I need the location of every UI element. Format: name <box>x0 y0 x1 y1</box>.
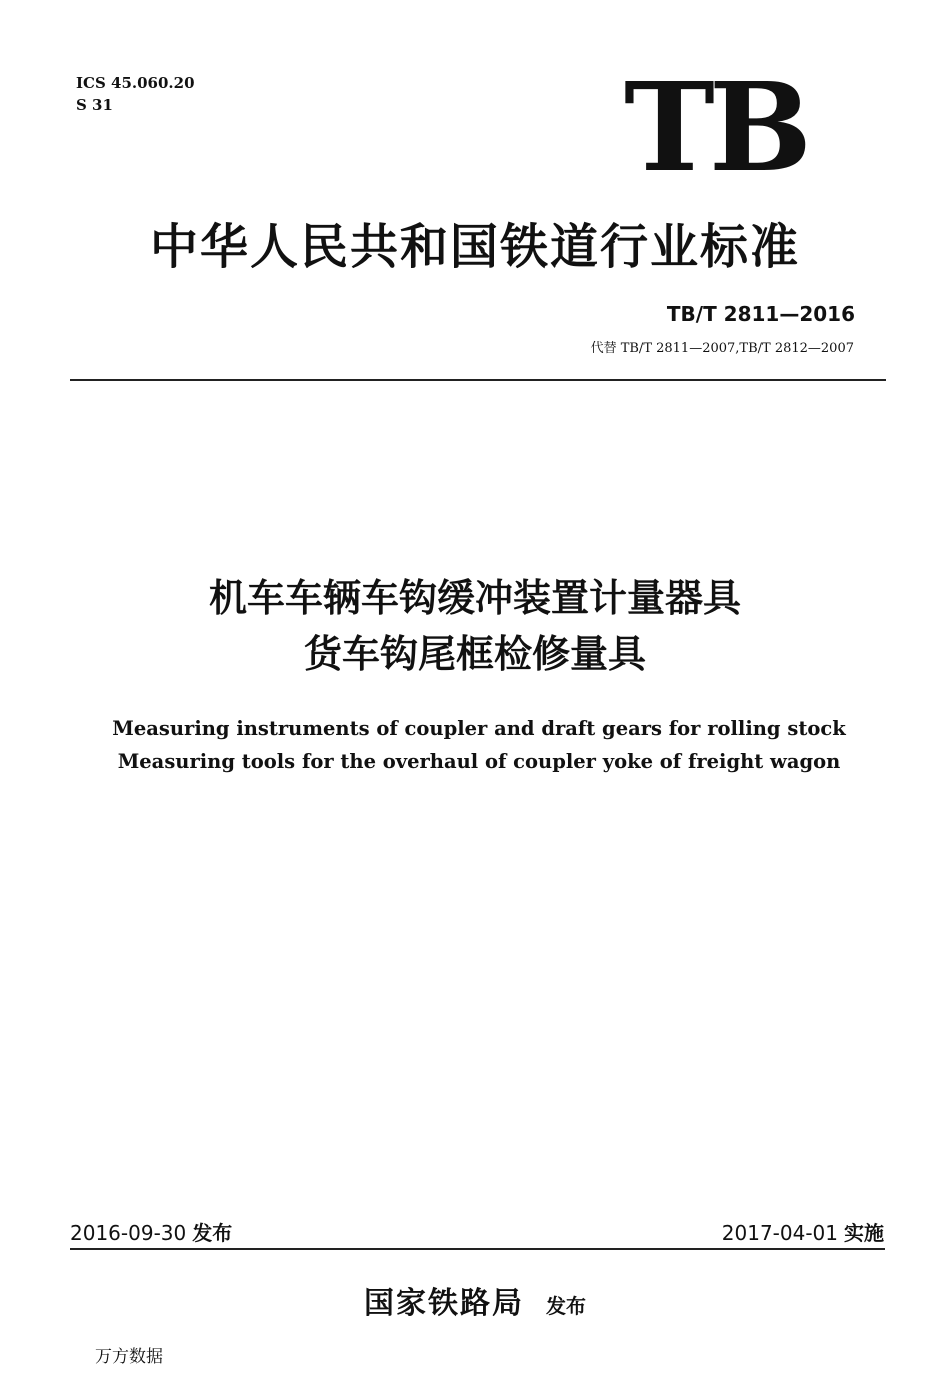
issue-label: 发布 <box>192 1221 233 1245</box>
bottom-divider <box>70 1248 885 1250</box>
tb-logo: TB <box>624 55 806 199</box>
chinese-title <box>0 570 950 682</box>
top-divider <box>70 379 886 381</box>
standard-number: TB/T 2811—2016 <box>666 302 855 326</box>
implementation-date: 2017-04-01 <box>721 1221 838 1245</box>
issuer-title: 中华人民共和国铁道行业标准 <box>149 219 800 275</box>
ccs-code: S 31 <box>76 96 113 114</box>
classification-codes <box>76 72 195 116</box>
english-title <box>0 712 950 778</box>
ics-code: ICS 45.060.20 <box>76 74 195 92</box>
publisher-label: 发布 <box>546 1294 586 1318</box>
implementation-label: 实施 <box>844 1221 884 1245</box>
replaces-note: 代替 TB/T 2811—2007,TB/T 2812—2007 <box>590 341 854 356</box>
publisher-name: 国家铁路局 <box>364 1286 524 1321</box>
chinese-title-line-1: 机车车辆车钩缓冲装置计量器具 <box>208 576 741 620</box>
issue-date-block <box>70 1217 232 1246</box>
english-title-line-1: Measuring instruments of coupler and draft gears for rolling stock <box>112 717 846 740</box>
chinese-title-line-2: 货车钩尾框检修量具 <box>303 632 646 676</box>
english-title-line-2: Measuring tools for the overhaul of coupler yoke of freight wagon <box>117 750 841 773</box>
issue-date: 2016-09-30 <box>70 1221 187 1245</box>
publisher-block <box>0 1278 950 1322</box>
implementation-date-block <box>722 1217 884 1246</box>
watermark: 万方数据 <box>95 1347 163 1367</box>
